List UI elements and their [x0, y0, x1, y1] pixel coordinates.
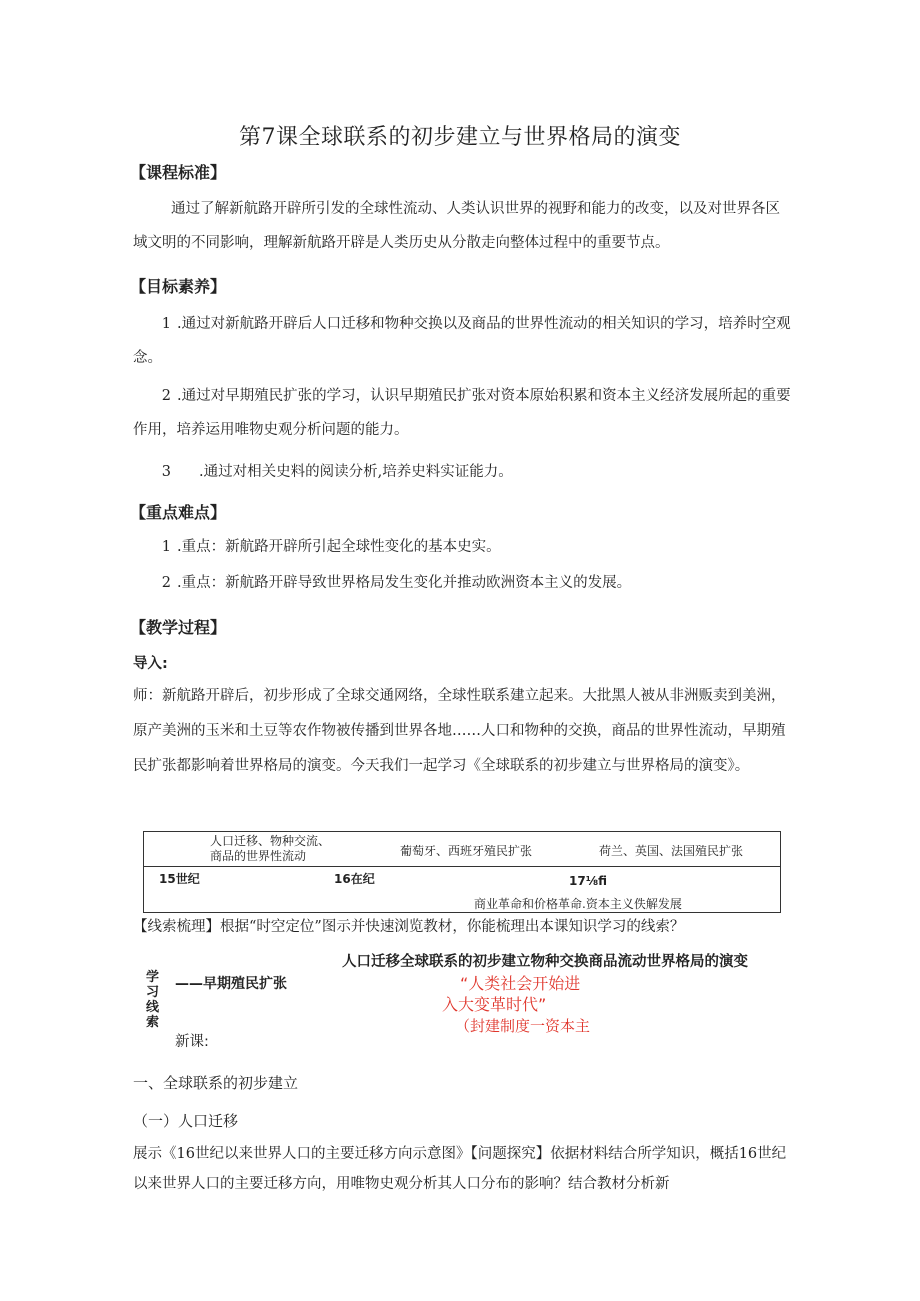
timeline-label: 葡萄牙、西班牙殖民扩张 — [400, 844, 533, 858]
timeline-label: 人口迁移、物种交流、 — [210, 834, 331, 848]
timeline-axis — [144, 866, 780, 867]
timeline-label: 荷兰、英国、法国殖民扩张 — [599, 844, 744, 858]
clue-side-char: 线 — [146, 1000, 160, 1015]
clue-prompt: 【线索梳理】根据“时空定位”图示并快速浏览教材，你能梳理出本课知识学习的线索？ — [133, 919, 685, 935]
goal-number: 3 — [161, 464, 171, 480]
clue-red-line-3: （封建制度一资本主 — [455, 1017, 591, 1035]
clue-side-label — [146, 970, 162, 1030]
clue-dash-text: ——早期殖民扩张 — [175, 976, 287, 992]
intro-paragraph: 师：新航路开辟后，初步形成了全球交通网络，全球性联系建立起来。大批黑人被从非洲贩卖到美洲，原产美洲的玉米和土豆等农作物被传播到世界各地……人口和物种的交换，商品的世界性流动，早期殖民扩张都影响着世界格局的演变。今天我们一起学习《全球联系的初步建立与世界格局的演变》。 — [133, 688, 786, 774]
key-item — [133, 530, 791, 564]
goal-text: .通过对早期殖民扩张的学习，认识早期殖民扩张对资本原始积累和资本主义经济发展所起的重要作用，培养运用唯物史观分析问题的能力。 — [133, 388, 791, 438]
goal-text: .通过对相关史料的阅读分析,培养史料实证能力。 — [199, 464, 513, 480]
heading-key-points: 【重点难点】 — [130, 503, 227, 522]
timeline-bottom-label: 商业革命和价格革命.资本主义佚解发展 — [474, 897, 682, 911]
page-title: 第7课全球联系的初步建立与世界格局的演变 — [239, 125, 681, 150]
timeline-label: 商品的世界性流动 — [210, 849, 307, 863]
timeline-tick: 16在纪 — [334, 872, 375, 886]
lesson-part-heading: 一、全球联系的初步建立 — [133, 1074, 299, 1092]
clue-main-line: 人口迁移全球联系的初步建立物种交换商品流动世界格局的演变 — [342, 954, 748, 970]
standard-paragraph: 通过了解新航路开辟所引发的全球性流动、人类认识世界的视野和能力的改变，以及对世界各区域文明的不同影响，理解新航路开辟是人类历史从分散走向整体过程中的重要节点。 — [133, 201, 780, 251]
lesson-body: 展示《16世纪以来世界人口的主要迁移方向示意图》【问题探究】依据材料结合所学知识，概括16世纪以来世界人口的主要迁移方向，用唯物史观分析其人口分布的影响？结合教材分析新 — [133, 1146, 787, 1192]
heading-teaching-process: 【教学过程】 — [130, 618, 227, 637]
goal-item — [133, 379, 791, 447]
clue-side-char: 索 — [146, 1015, 160, 1030]
goal-item — [133, 307, 791, 375]
lesson-subheading: （一）人口迁移 — [133, 1112, 239, 1130]
goal-text: .通过对新航路开辟后人口迁移和物种交换以及商品的世界性流动的相关知识的学习，培养时空观念。 — [133, 316, 791, 366]
key-text: .重点：新航路开辟所引起全球性变化的基本史实。 — [177, 539, 501, 555]
clue-side-char: 习 — [146, 985, 160, 1000]
new-lesson-label: 新课: — [175, 1034, 209, 1050]
goal-number: 1 — [161, 316, 171, 332]
clue-red-line-2: 入大变革时代” — [442, 995, 547, 1014]
key-item — [133, 566, 791, 600]
timeline-box — [143, 831, 781, 913]
key-number: 1 — [161, 539, 171, 555]
heading-course-standard: 【课程标准】 — [130, 163, 227, 182]
timeline-tick: 17⅛fi — [569, 874, 608, 888]
clue-side-char: 学 — [146, 970, 160, 985]
key-number: 2 — [161, 575, 171, 591]
heading-goals: 【目标素养】 — [130, 277, 227, 296]
goal-number: 2 — [161, 388, 171, 404]
intro-label: 导入: — [133, 656, 168, 672]
key-text: .重点：新航路开辟导致世界格局发生变化并推动欧洲资本主义的发展。 — [177, 575, 632, 591]
goal-item — [133, 455, 791, 489]
clue-red-line-1: “人类社会开始进 — [460, 974, 581, 993]
timeline-tick: 15世纪 — [159, 872, 200, 886]
